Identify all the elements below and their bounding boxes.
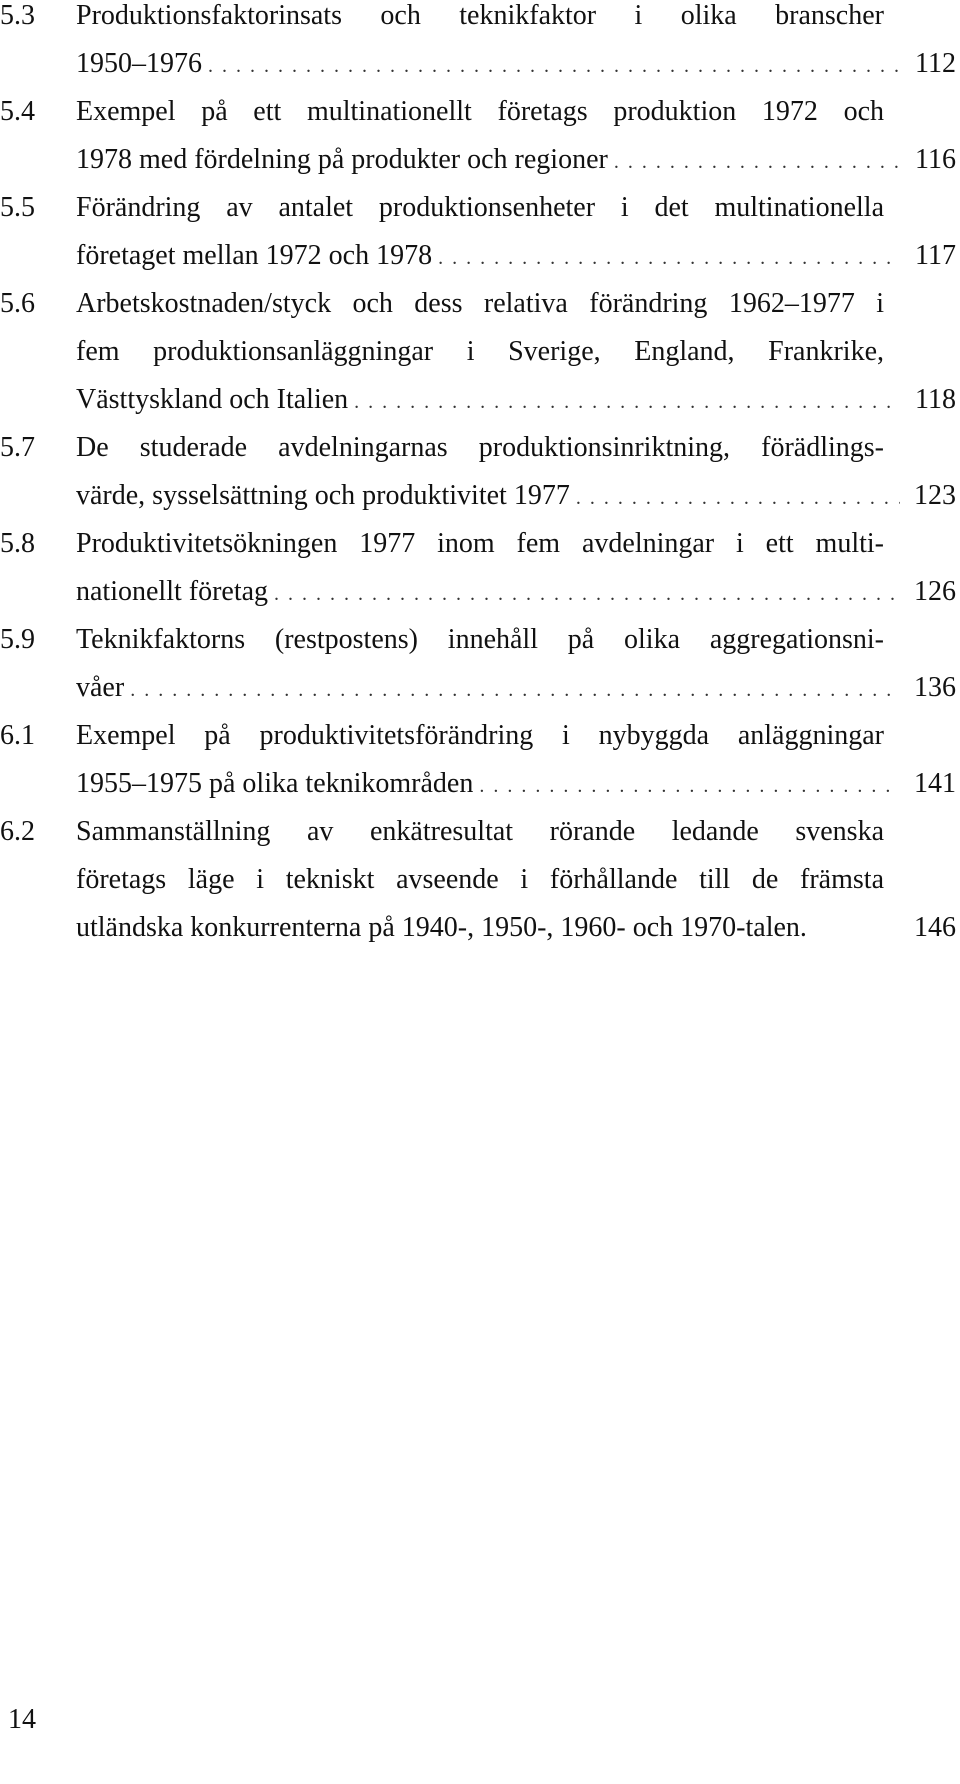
entry-title-line: Sammanställning av enkätresultat rörande ledande svenska: [76, 816, 884, 847]
entry-page-number: 116: [915, 144, 956, 175]
entry-last-line: [76, 376, 956, 424]
entry-title: [76, 0, 956, 88]
entry-last-line: [76, 904, 956, 952]
entry-number: 5.9: [0, 624, 35, 655]
entry-title-line: företaget mellan 1972 och 1978: [76, 240, 433, 271]
entry-title-line: De studerade avdelningarnas produktionsinriktning, förädlings-: [76, 432, 884, 463]
entry-number: 6.2: [0, 816, 35, 847]
entry-number: 5.6: [0, 288, 35, 319]
entry-title-line: Arbetskostnaden/styck och dess relativa förändring 1962–1977 i: [76, 288, 884, 319]
entry-title-line: Exempel på produktivitetsförändring i nybyggda anläggningar: [76, 720, 884, 751]
entry-number: 5.7: [0, 432, 35, 463]
entry-number: 6.1: [0, 720, 35, 751]
entry-last-line: [76, 472, 956, 520]
entry-title-line: Exempel på ett multinationellt företags produktion 1972 och: [76, 96, 884, 127]
dot-leader: [130, 664, 900, 714]
dot-leader: [208, 40, 900, 90]
entry-title-line: Västtyskland och Italien: [76, 384, 349, 415]
dot-leader: [614, 136, 900, 186]
entry-title-line: Produktivitetsökningen 1977 inom fem avdelningar i ett multi-: [76, 528, 884, 559]
entry-title: [76, 712, 956, 808]
entry-title-line: 1955–1975 på olika teknikområden: [76, 768, 474, 799]
entry-number: 5.8: [0, 528, 35, 559]
dot-leader: [479, 760, 900, 810]
entry-title: [76, 424, 956, 520]
dot-leader: [576, 472, 900, 522]
entry-title-line: Produktionsfaktorinsats och teknikfaktor i olika branscher: [76, 0, 884, 31]
entry-page-number: 118: [915, 384, 956, 415]
entry-title-line: 1950–1976: [76, 48, 202, 79]
entry-title-line: nationellt företag: [76, 576, 269, 607]
entry-title-line: våer: [76, 672, 125, 703]
dot-leader: [274, 568, 900, 618]
entry-page-number: 112: [915, 48, 956, 79]
entry-title: [76, 184, 956, 280]
entry-title-line: Teknikfaktorns (restpostens) innehåll på olika aggregationsni-: [76, 624, 884, 655]
entry-title-line: värde, sysselsättning och produktivitet 1977: [76, 480, 570, 511]
entry-title-line: 1978 med fördelning på produkter och regioner: [76, 144, 608, 175]
entry-title-line: företags läge i tekniskt avseende i förhållande till de främsta: [76, 864, 884, 895]
entry-title: [76, 280, 956, 424]
entry-page-number: 126: [914, 576, 956, 607]
entry-page-number: 136: [914, 672, 956, 703]
entry-page-number: 117: [915, 240, 956, 271]
entry-page-number: 123: [914, 480, 956, 511]
entry-last-line: [76, 568, 956, 616]
entry-title-line: Förändring av antalet produktionsenheter i det multinationella: [76, 192, 884, 223]
entry-title-line: fem produktionsanläggningar i Sverige, England, Frankrike,: [76, 336, 884, 367]
entry-title: [76, 616, 956, 712]
entry-title-line: utländska konkurrenterna på 1940-, 1950-, 1960- och 1970-talen.: [76, 912, 807, 943]
entry-title: [76, 808, 956, 952]
entry-last-line: [76, 760, 956, 808]
page-number: 14: [8, 1704, 36, 1735]
entry-last-line: [76, 232, 956, 280]
entry-last-line: [76, 136, 956, 184]
entry-number: 5.4: [0, 96, 35, 127]
entry-number: 5.5: [0, 192, 35, 223]
entry-page-number: 146: [914, 912, 956, 943]
dot-leader: [354, 376, 900, 426]
entry-last-line: [76, 664, 956, 712]
entry-number: 5.3: [0, 0, 35, 31]
entry-title: [76, 88, 956, 184]
entry-page-number: 141: [914, 768, 956, 799]
entry-last-line: [76, 40, 956, 88]
entry-title: [76, 520, 956, 616]
dot-leader: [438, 232, 900, 282]
